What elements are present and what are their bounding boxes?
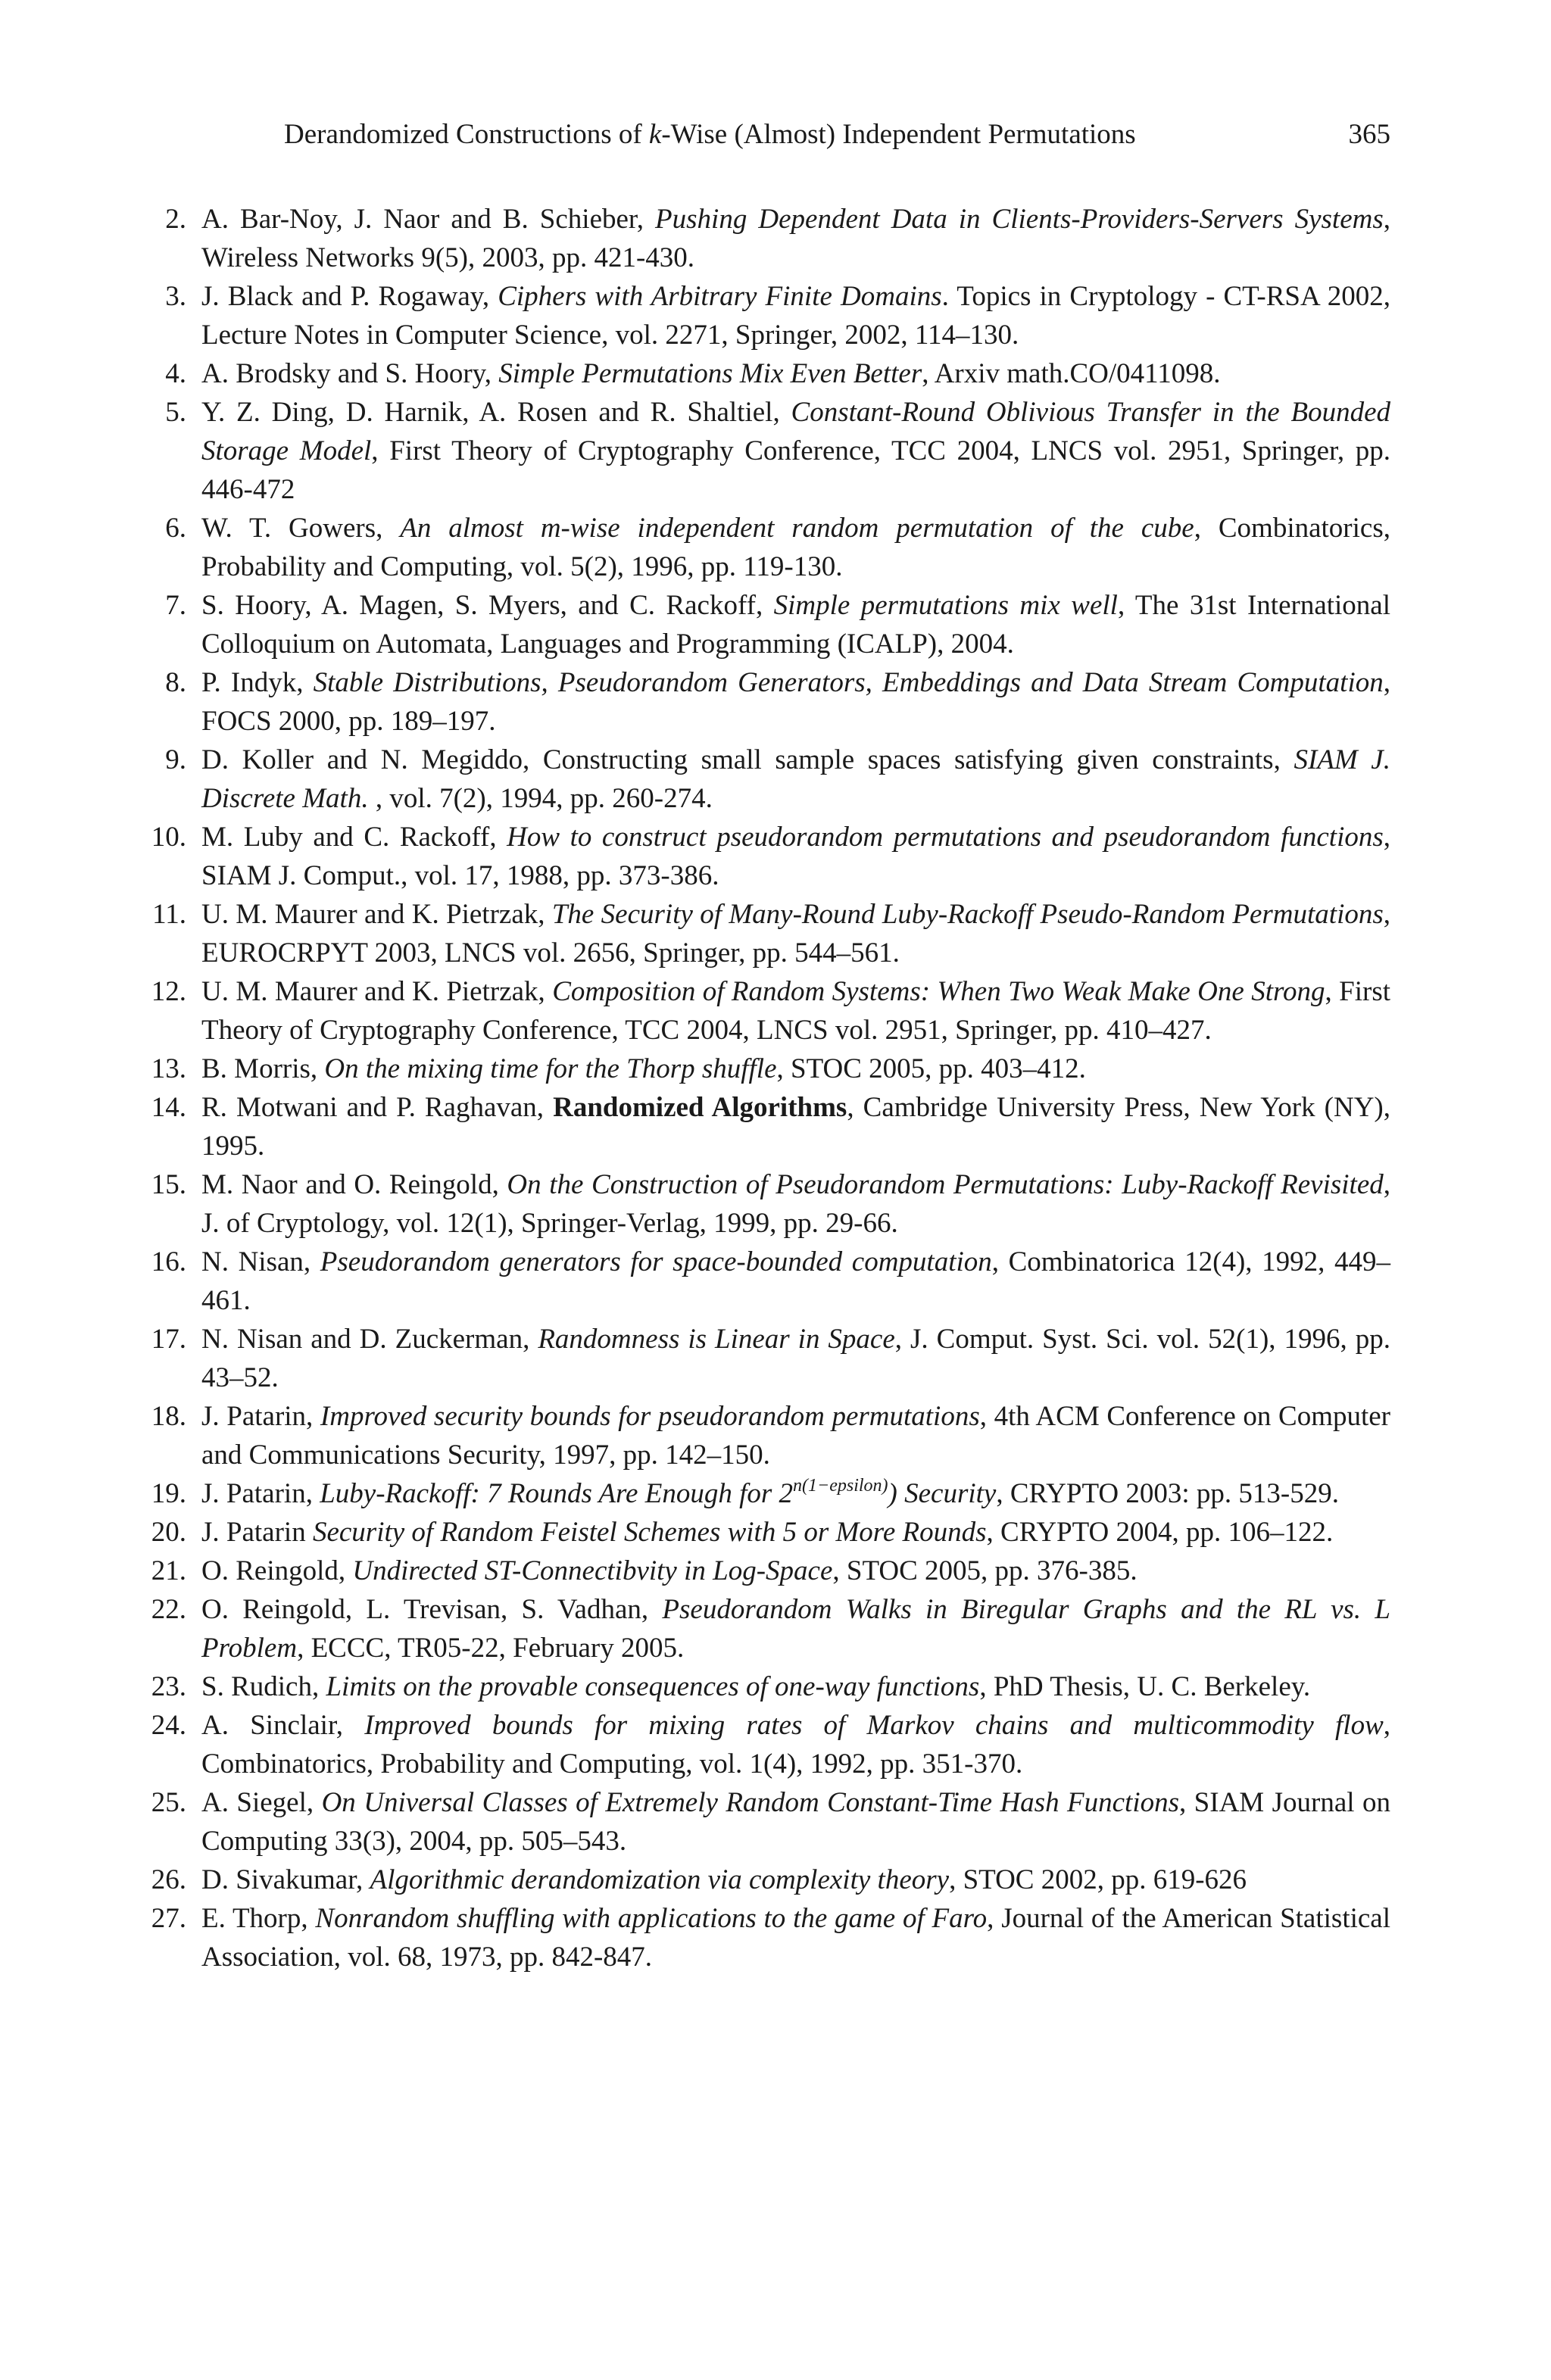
- reference-text: A. Bar-Noy, J. Naor and B. Schieber,: [201, 204, 656, 235]
- reference-item: [136, 1165, 1390, 1243]
- reference-item: [136, 663, 1390, 741]
- reference-title: Ciphers with Arbitrary Finite Domains: [498, 281, 942, 312]
- reference-text: , Combinatorics, Probability and Computing, vol. 1(4), 1992, pp. 351-370.: [201, 1710, 1390, 1780]
- reference-title: Improved bounds for mixing rates of Markov chains and multicommodity flow: [364, 1710, 1384, 1741]
- reference-text: O. Reingold,: [201, 1555, 353, 1586]
- reference-text: , STOC 2005, pp. 403–412.: [776, 1053, 1086, 1084]
- reference-text: , Journal of the American Statistical Association, vol. 68, 1973, pp. 842-847.: [201, 1903, 1391, 1973]
- reference-text: , First Theory of Cryptography Conference, TCC 2004, LNCS vol. 2951, Springer, pp. 446-472: [201, 435, 1391, 505]
- reference-text: N. Nisan and D. Zuckerman,: [201, 1324, 538, 1355]
- reference-title: Pushing Dependent Data in Clients-Providers-Servers Systems: [655, 204, 1384, 235]
- reference-number: 15.: [151, 1169, 186, 1200]
- reference-text: , EUROCRPYT 2003, LNCS vol. 2656, Springer, pp. 544–561.: [201, 899, 1390, 969]
- reference-list: [136, 200, 1390, 1976]
- reference-title: Simple Permutations Mix Even Better: [498, 358, 922, 389]
- reference-number: 4.: [165, 358, 186, 389]
- reference-title: Composition of Random Systems: When Two Weak Make One Strong: [552, 976, 1325, 1007]
- reference-number: 5.: [165, 397, 186, 428]
- reference-title: Simple permutations mix well: [773, 590, 1118, 621]
- reference-item: [136, 1088, 1390, 1165]
- reference-title: Algorithmic derandomization via complexity theory: [370, 1864, 950, 1895]
- reference-title: Stable Distributions, Pseudorandom Generators, Embeddings and Data Stream Computation: [313, 667, 1384, 698]
- reference-text: , Cambridge University Press, New York (NY), 1995.: [201, 1092, 1391, 1162]
- reference-item: [136, 1320, 1390, 1397]
- reference-text: W. T. Gowers,: [201, 513, 401, 544]
- reference-text: A. Brodsky and S. Hoory,: [201, 358, 499, 389]
- reference-number: 9.: [165, 744, 186, 775]
- reference-text: , J. Comput. Syst. Sci. vol. 52(1), 1996, pp. 43–52.: [201, 1324, 1391, 1393]
- reference-text: , 4th ACM Conference on Computer and Communications Security, 1997, pp. 142–150.: [201, 1401, 1391, 1471]
- reference-number: 20.: [151, 1517, 186, 1548]
- running-title-prefix: Derandomized Constructions of: [284, 119, 649, 150]
- reference-title: Randomness is Linear in Space: [538, 1324, 895, 1355]
- reference-number: 16.: [151, 1246, 186, 1277]
- reference-text: , Combinatorics, Probability and Computing, vol. 5(2), 1996, pp. 119-130.: [201, 513, 1390, 582]
- reference-text: R. Motwani and P. Raghavan,: [201, 1092, 554, 1123]
- reference-text: D. Sivakumar,: [201, 1864, 370, 1895]
- reference-number: 8.: [165, 667, 186, 698]
- reference-number: 3.: [165, 281, 186, 312]
- reference-text: , ECCC, TR05-22, February 2005.: [297, 1633, 685, 1664]
- reference-text: Y. Z. Ding, D. Harnik, A. Rosen and R. Shaltiel,: [201, 397, 791, 428]
- reference-title: Improved security bounds for pseudorandom permutations: [320, 1401, 980, 1432]
- running-header: [284, 114, 1390, 156]
- reference-item: [136, 1590, 1390, 1667]
- reference-item: [136, 200, 1390, 277]
- reference-text: J. Patarin,: [201, 1478, 320, 1509]
- reference-title: How to construct pseudorandom permutations and pseudorandom functions: [507, 822, 1384, 853]
- reference-title: Nonrandom shuffling with applications to the game of Faro: [315, 1903, 988, 1934]
- reference-text: P. Indyk,: [201, 667, 314, 698]
- reference-item: [136, 818, 1390, 895]
- reference-item: [136, 1397, 1390, 1474]
- reference-number: 25.: [151, 1787, 186, 1818]
- reference-text: M. Luby and C. Rackoff,: [201, 822, 507, 853]
- reference-number: 27.: [151, 1903, 186, 1934]
- reference-title: ) Security: [888, 1478, 997, 1509]
- reference-text: , The 31st International Colloquium on Automata, Languages and Programming (ICALP), 2004.: [201, 590, 1391, 660]
- reference-title: Undirected ST-Connectibvity in Log-Space: [352, 1555, 833, 1586]
- reference-text: , STOC 2002, pp. 619-626: [949, 1864, 1247, 1895]
- reference-item: [136, 1050, 1390, 1088]
- reference-text: , PhD Thesis, U. C. Berkeley.: [979, 1671, 1311, 1702]
- reference-text: O. Reingold, L. Trevisan, S. Vadhan,: [201, 1594, 663, 1625]
- reference-text: M. Naor and O. Reingold,: [201, 1169, 507, 1200]
- reference-item: [136, 895, 1390, 972]
- running-title-variable: k: [648, 119, 662, 150]
- reference-title: Limits on the provable consequences of one-way functions: [326, 1671, 980, 1702]
- reference-title: The Security of Many-Round Luby-Rackoff Pseudo-Random Permutations: [551, 899, 1384, 930]
- running-title: [284, 114, 1136, 156]
- reference-title: Pseudorandom generators for space-bounded computation: [320, 1246, 992, 1277]
- reference-item: [136, 1474, 1390, 1513]
- reference-item: [136, 741, 1390, 818]
- reference-number: 11.: [152, 899, 186, 930]
- reference-title: Pseudorandom Walks in Biregular Graphs and the RL vs. L Problem: [201, 1594, 1390, 1664]
- reference-number: 22.: [151, 1594, 186, 1625]
- reference-text: , CRYPTO 2004, pp. 106–122.: [986, 1517, 1334, 1548]
- reference-number: 19.: [151, 1478, 186, 1509]
- reference-text: , FOCS 2000, pp. 189–197.: [201, 667, 1390, 737]
- reference-superscript: n(1−epsilon): [793, 1476, 888, 1496]
- reference-number: 23.: [151, 1671, 186, 1702]
- reference-number: 14.: [151, 1092, 186, 1123]
- reference-item: [136, 1552, 1390, 1590]
- reference-text: A. Sinclair,: [201, 1710, 365, 1741]
- reference-text: , First Theory of Cryptography Conference, TCC 2004, LNCS vol. 2951, Springer, pp. 410–427.: [201, 976, 1391, 1046]
- reference-title: On the Construction of Pseudorandom Permutations: Luby-Rackoff Revisited: [507, 1169, 1384, 1200]
- reference-number: 13.: [151, 1053, 186, 1084]
- reference-text: E. Thorp,: [201, 1903, 316, 1934]
- reference-number: 7.: [165, 590, 186, 621]
- reference-title: Luby-Rackoff: 7 Rounds Are Enough for 2: [320, 1478, 794, 1509]
- reference-number: 21.: [151, 1555, 186, 1586]
- reference-text: J. Black and P. Rogaway,: [201, 281, 498, 312]
- running-title-suffix: -Wise (Almost) Independent Permutations: [661, 119, 1136, 150]
- reference-text: S. Rudich,: [201, 1671, 326, 1702]
- reference-number: 12.: [151, 976, 186, 1007]
- reference-text: U. M. Maurer and K. Pietrzak,: [201, 976, 553, 1007]
- reference-text: , CRYPTO 2003: pp. 513-529.: [996, 1478, 1339, 1509]
- reference-text: , Arxiv math.CO/0411098.: [922, 358, 1221, 389]
- reference-text: J. Patarin: [201, 1517, 313, 1548]
- reference-text: J. Patarin,: [201, 1401, 320, 1432]
- reference-item: [136, 1667, 1390, 1706]
- reference-item: [136, 1706, 1390, 1783]
- reference-book-title: Randomized Algorithms: [553, 1092, 847, 1123]
- reference-item: [136, 354, 1390, 393]
- reference-title: SIAM J. Discrete Math.: [201, 744, 1390, 814]
- reference-number: 6.: [165, 513, 186, 544]
- reference-text: , SIAM J. Comput., vol. 17, 1988, pp. 373-386.: [201, 822, 1390, 891]
- reference-title: Constant-Round Oblivious Transfer in the Bounded Storage Model: [201, 397, 1390, 466]
- reference-item: [136, 393, 1390, 509]
- reference-text: , SIAM Journal on Computing 33(3), 2004, pp. 505–543.: [201, 1787, 1390, 1857]
- reference-text: , vol. 7(2), 1994, pp. 260-274.: [368, 783, 713, 814]
- reference-text: , Wireless Networks 9(5), 2003, pp. 421-430.: [201, 204, 1390, 273]
- reference-title: Security of Random Feistel Schemes with 5 or More Rounds: [312, 1517, 987, 1548]
- reference-text: , J. of Cryptology, vol. 12(1), Springer-Verlag, 1999, pp. 29-66.: [201, 1169, 1390, 1239]
- reference-number: 24.: [151, 1710, 186, 1741]
- reference-item: [136, 1861, 1390, 1899]
- reference-number: 2.: [165, 204, 186, 235]
- reference-title: An almost m-wise independent random permutation of the cube: [400, 513, 1194, 544]
- reference-item: [136, 586, 1390, 663]
- reference-item: [136, 509, 1390, 586]
- reference-text: , STOC 2005, pp. 376-385.: [832, 1555, 1138, 1586]
- reference-number: 17.: [151, 1324, 186, 1355]
- reference-number: 26.: [151, 1864, 186, 1895]
- reference-title: On the mixing time for the Thorp shuffle: [324, 1053, 777, 1084]
- reference-text: A. Siegel,: [201, 1787, 322, 1818]
- reference-text: N. Nisan,: [201, 1246, 320, 1277]
- reference-item: [136, 1899, 1390, 1976]
- reference-text: , Combinatorica 12(4), 1992, 449–461.: [201, 1246, 1391, 1316]
- reference-item: [136, 277, 1390, 354]
- reference-text: . Topics in Cryptology - CT-RSA 2002, Lecture Notes in Computer Science, vol. 2271, Springer, 2002, 114–130.: [201, 281, 1390, 351]
- reference-item: [136, 972, 1390, 1050]
- reference-text: B. Morris,: [201, 1053, 325, 1084]
- reference-text: D. Koller and N. Megiddo, Constructing small sample spaces satisfying given constraints,: [201, 744, 1294, 775]
- reference-item: [136, 1243, 1390, 1320]
- reference-title: On Universal Classes of Extremely Random Constant-Time Hash Functions: [321, 1787, 1179, 1818]
- page-number: 365: [1348, 119, 1390, 150]
- reference-text: U. M. Maurer and K. Pietrzak,: [201, 899, 552, 930]
- reference-number: 18.: [151, 1401, 186, 1432]
- reference-number: 10.: [151, 822, 186, 853]
- reference-text: S. Hoory, A. Magen, S. Myers, and C. Rackoff,: [201, 590, 774, 621]
- reference-item: [136, 1513, 1390, 1552]
- reference-item: [136, 1783, 1390, 1861]
